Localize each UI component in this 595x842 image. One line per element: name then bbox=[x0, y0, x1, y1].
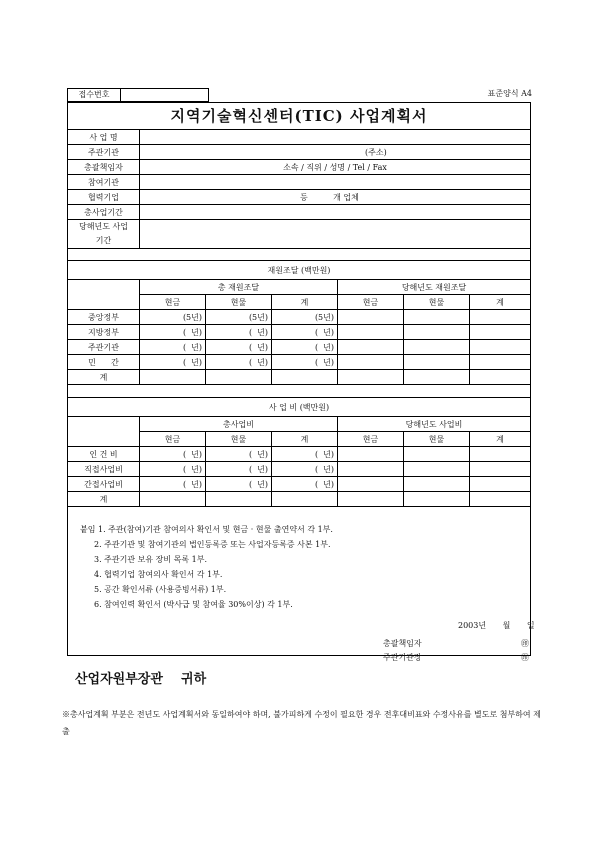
budget-corner-cell bbox=[68, 417, 140, 447]
info-value[interactable] bbox=[140, 175, 531, 190]
budget-row bbox=[68, 477, 531, 492]
cell[interactable] bbox=[470, 310, 531, 325]
info-row bbox=[68, 175, 531, 190]
attachment-item: 2. 주관기관 및 참여기관의 법인등록증 또는 사업자등록증 사본 1부. bbox=[94, 540, 331, 549]
cell[interactable] bbox=[404, 447, 470, 462]
date-month: 월 bbox=[502, 621, 511, 630]
cell[interactable]: ( 년) bbox=[206, 355, 272, 370]
attachments-list bbox=[80, 522, 333, 612]
cell[interactable]: ( 년) bbox=[206, 325, 272, 340]
cell[interactable]: ( 년) bbox=[140, 462, 206, 477]
cell[interactable]: ( 년) bbox=[272, 355, 338, 370]
info-value[interactable]: 등 개 업체 bbox=[140, 190, 531, 205]
funding-group-total: 총 재원조달 bbox=[140, 280, 338, 295]
cell[interactable]: ( 년) bbox=[272, 325, 338, 340]
row-label: 중앙정부 bbox=[68, 310, 140, 325]
cell[interactable]: ( 년) bbox=[206, 447, 272, 462]
cell[interactable] bbox=[338, 447, 404, 462]
info-value[interactable]: (주소) bbox=[140, 145, 531, 160]
cell[interactable]: ( 년) bbox=[206, 340, 272, 355]
cell[interactable] bbox=[338, 492, 404, 507]
cell[interactable]: ( 년) bbox=[140, 477, 206, 492]
cell[interactable] bbox=[404, 370, 470, 385]
funding-table bbox=[67, 260, 531, 385]
cell[interactable]: ( 년) bbox=[140, 355, 206, 370]
col-header: 현물 bbox=[404, 432, 470, 447]
signer-line bbox=[383, 638, 422, 649]
registration-number-box bbox=[67, 88, 209, 102]
cell[interactable] bbox=[272, 492, 338, 507]
cell[interactable] bbox=[404, 340, 470, 355]
date-year: 2003년 bbox=[458, 621, 487, 630]
row-label: 계 bbox=[68, 492, 140, 507]
attachment-item: 붙임 1. 주관(참여)기관 참여의사 확인서 및 현금 · 현물 출연약서 각 1부. bbox=[80, 525, 333, 534]
cell[interactable] bbox=[404, 462, 470, 477]
row-label: 간접사업비 bbox=[68, 477, 140, 492]
cell[interactable]: (5년) bbox=[206, 310, 272, 325]
cell[interactable] bbox=[206, 492, 272, 507]
budget-row-total bbox=[68, 492, 531, 507]
cell[interactable]: ( 년) bbox=[272, 477, 338, 492]
info-row bbox=[68, 220, 531, 249]
budget-section-title: 사 업 비 (백만원) bbox=[68, 398, 531, 417]
budget-row bbox=[68, 462, 531, 477]
funding-section-title: 재원조달 (백만원) bbox=[68, 261, 531, 280]
cell[interactable] bbox=[272, 370, 338, 385]
funding-row bbox=[68, 325, 531, 340]
form-title: 지역기술혁신센터(TIC) 사업계획서 bbox=[68, 103, 531, 130]
info-row bbox=[68, 130, 531, 145]
row-label: 계 bbox=[68, 370, 140, 385]
info-row bbox=[68, 160, 531, 175]
funding-row bbox=[68, 340, 531, 355]
col-header: 계 bbox=[470, 295, 531, 310]
funding-row bbox=[68, 355, 531, 370]
col-header: 현금 bbox=[140, 432, 206, 447]
cell[interactable] bbox=[404, 492, 470, 507]
col-header: 계 bbox=[272, 295, 338, 310]
cell[interactable] bbox=[470, 355, 531, 370]
info-label: 총괄책임자 bbox=[68, 160, 140, 175]
budget-group-total: 총사업비 bbox=[140, 417, 338, 432]
seal-icon: ㊞ bbox=[521, 639, 529, 648]
info-value[interactable]: 소속 / 직위 / 성명 / Tel / Fax bbox=[140, 160, 531, 175]
footnote: ※총사업계획 부분은 전년도 사업계획서와 동일하여야 하며, 불가피하게 수정이 필요한 경우 전후대비표와 수정사유를 별도로 첨부하여 제출 bbox=[62, 710, 541, 736]
cell[interactable]: ( 년) bbox=[206, 462, 272, 477]
cell[interactable] bbox=[470, 340, 531, 355]
cell[interactable] bbox=[470, 370, 531, 385]
row-label: 지방정부 bbox=[68, 325, 140, 340]
info-row bbox=[68, 190, 531, 205]
cell[interactable] bbox=[338, 325, 404, 340]
cell[interactable] bbox=[470, 477, 531, 492]
cell[interactable]: ( 년) bbox=[140, 447, 206, 462]
info-value[interactable] bbox=[140, 220, 531, 249]
cell[interactable]: (5년) bbox=[272, 310, 338, 325]
cell[interactable] bbox=[140, 492, 206, 507]
budget-group-current: 당해년도 사업비 bbox=[338, 417, 531, 432]
signer-line bbox=[383, 652, 422, 663]
attachment-item: 4. 협력기업 참여의사 확인서 각 1부. bbox=[94, 570, 223, 579]
col-header: 현물 bbox=[206, 295, 272, 310]
info-label: 참여기관 bbox=[68, 175, 140, 190]
attachment-item: 5. 공간 확인서류 (사용증빙서류) 1부. bbox=[94, 585, 227, 594]
cell[interactable] bbox=[338, 355, 404, 370]
date-line bbox=[458, 620, 535, 631]
budget-table bbox=[67, 397, 531, 507]
info-label: 당해년도 사업기간 bbox=[68, 220, 140, 249]
info-row bbox=[68, 205, 531, 220]
attachment-item: 6. 참여인력 확인서 (박사급 및 참여율 30%이상) 각 1부. bbox=[94, 600, 293, 609]
signer-role: 주관기관장 bbox=[383, 653, 422, 662]
cell[interactable] bbox=[470, 462, 531, 477]
row-label: 주관기관 bbox=[68, 340, 140, 355]
cell[interactable]: ( 년) bbox=[206, 477, 272, 492]
cell[interactable] bbox=[470, 492, 531, 507]
addressee: 산업자원부장관 귀하 bbox=[75, 672, 207, 687]
registration-number-label: 접수번호 bbox=[68, 89, 121, 101]
cell[interactable] bbox=[470, 325, 531, 340]
info-label: 주관기관 bbox=[68, 145, 140, 160]
cell[interactable] bbox=[140, 370, 206, 385]
cell[interactable] bbox=[404, 477, 470, 492]
row-label: 인 건 비 bbox=[68, 447, 140, 462]
cell[interactable] bbox=[470, 447, 531, 462]
date-day: 일 bbox=[526, 621, 535, 630]
attachment-item: 3. 주관기관 보유 장비 목록 1부. bbox=[94, 555, 207, 564]
funding-row-total bbox=[68, 370, 531, 385]
row-label: 직접사업비 bbox=[68, 462, 140, 477]
info-table bbox=[67, 102, 531, 249]
row-label: 민 간 bbox=[68, 355, 140, 370]
seal-icon: ㊞ bbox=[521, 653, 529, 662]
cell[interactable] bbox=[404, 355, 470, 370]
cell[interactable]: (5년) bbox=[140, 310, 206, 325]
cell[interactable] bbox=[206, 370, 272, 385]
cell[interactable]: ( 년) bbox=[272, 447, 338, 462]
cell[interactable] bbox=[404, 310, 470, 325]
col-header: 현물 bbox=[206, 432, 272, 447]
col-header: 계 bbox=[272, 432, 338, 447]
funding-corner-cell bbox=[68, 280, 140, 310]
info-row bbox=[68, 145, 531, 160]
info-label: 총사업기간 bbox=[68, 205, 140, 220]
col-header: 계 bbox=[470, 432, 531, 447]
budget-row bbox=[68, 447, 531, 462]
col-header: 현금 bbox=[338, 432, 404, 447]
cell[interactable] bbox=[338, 370, 404, 385]
info-label: 사 업 명 bbox=[68, 130, 140, 145]
info-value[interactable] bbox=[140, 130, 531, 145]
info-value[interactable] bbox=[140, 205, 531, 220]
funding-group-current: 당해년도 재원조달 bbox=[338, 280, 531, 295]
info-label: 협력기업 bbox=[68, 190, 140, 205]
col-header: 현물 bbox=[404, 295, 470, 310]
cell[interactable]: ( 년) bbox=[140, 340, 206, 355]
cell[interactable]: ( 년) bbox=[272, 340, 338, 355]
cell[interactable]: ( 년) bbox=[140, 325, 206, 340]
signer-role: 총괄책임자 bbox=[383, 639, 422, 648]
cell[interactable] bbox=[338, 340, 404, 355]
cell[interactable] bbox=[338, 462, 404, 477]
funding-row bbox=[68, 310, 531, 325]
col-header: 현금 bbox=[338, 295, 404, 310]
cell[interactable] bbox=[338, 477, 404, 492]
cell[interactable] bbox=[338, 310, 404, 325]
cell[interactable] bbox=[404, 325, 470, 340]
col-header: 현금 bbox=[140, 295, 206, 310]
standard-format-label: 표준양식 A4 bbox=[487, 89, 532, 98]
cell[interactable]: ( 년) bbox=[272, 462, 338, 477]
